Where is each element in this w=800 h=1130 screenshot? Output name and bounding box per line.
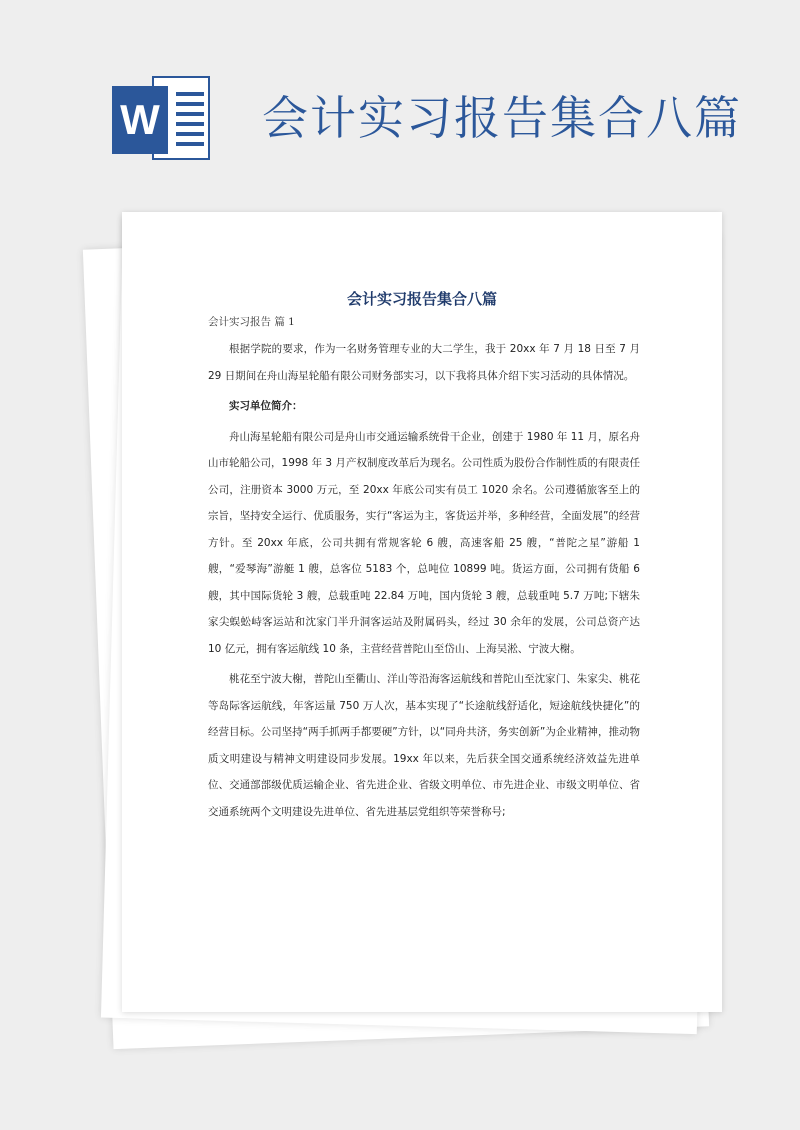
text-line-icon bbox=[176, 102, 204, 106]
word-letter-badge: W bbox=[112, 86, 168, 154]
word-document-icon bbox=[112, 72, 214, 166]
paragraph-heading: 实习单位简介： bbox=[229, 400, 303, 412]
document-page bbox=[122, 212, 722, 1012]
paragraph: 桃花至宁波大榭，普陀山至衢山、洋山等沿海客运航线和普陀山至沈家门、朱家尖、桃花等岛际客运航线，年客运量 750 万人次，基本实现了“长途航线舒适化，短途航线快捷化”的经营目标。公司坚持“两手抓两手都要硬”方针，以“同舟共济，务实创新”为企业精神，推动物质文明建设与精神文明建设同步发展。19xx 年以来，先后获全国交通系统经济效益先进单位、交通部部级优质运输企业、省先进企业、省级文明单位、市先进企业、市级文明单位、省交通系统两个文明建设先进单位、省先进基层党组织等荣誉称号; bbox=[208, 673, 640, 818]
text-line-icon bbox=[176, 142, 204, 146]
paragraph: 舟山海星轮船有限公司是舟山市交通运输系统骨干企业，创建于 1980 年 11 月，原名舟山市轮船公司，1998 年 3 月产权制度改革后为现名。公司性质为股份合作制性质的有限责任公司，注册资本 3000 万元，至 20xx 年底公司实有员工 1020 余名。公司遵循旅客至上的宗旨，坚持安全运行、优质服务，实行“客运为主，客货运并举，多种经营，全面发展”的经营方针。至 20xx 年底，公司共拥有常规客轮 6 艘，高速客船 25 艘，“普陀之星”游船 1 艘，“爱琴海”游艇 1 艘，总客位 5183 个，总吨位 10899 吨。货运方面，公司拥有货船 6 艘，其中国际货轮 3 艘，总载重吨 22.84 万吨，国内货轮 3 艘，总载重吨 5.7 万吨;下辖朱家尖蜈蚣峙客运站和沈家门半升洞客运站及附属码头，经过 30 余年的发展，公司总资产达 10 亿元，拥有客运航线 10 条，主营经营普陀山至岱山、上海吴淞、宁波大榭。 bbox=[208, 430, 640, 655]
text-line-icon bbox=[176, 92, 204, 96]
document-body bbox=[208, 336, 640, 829]
document-title: 会计实习报告集合八篇 bbox=[346, 290, 497, 308]
text-line-icon bbox=[176, 132, 204, 136]
banner bbox=[0, 0, 800, 200]
text-line-icon bbox=[176, 112, 204, 116]
paragraph: 根据学院的要求，作为一名财务管理专业的大二学生，我于 20xx 年 7 月 18 日至 7 月 29 日期间在舟山海星轮船有限公司财务部实习，以下我将具体介绍下实习活动的具体情况。 bbox=[208, 343, 640, 382]
banner-title: 会计实习报告集合八篇 bbox=[262, 91, 742, 145]
text-line-icon bbox=[176, 122, 204, 126]
section-label: 会计实习报告 篇 1 bbox=[208, 316, 295, 328]
